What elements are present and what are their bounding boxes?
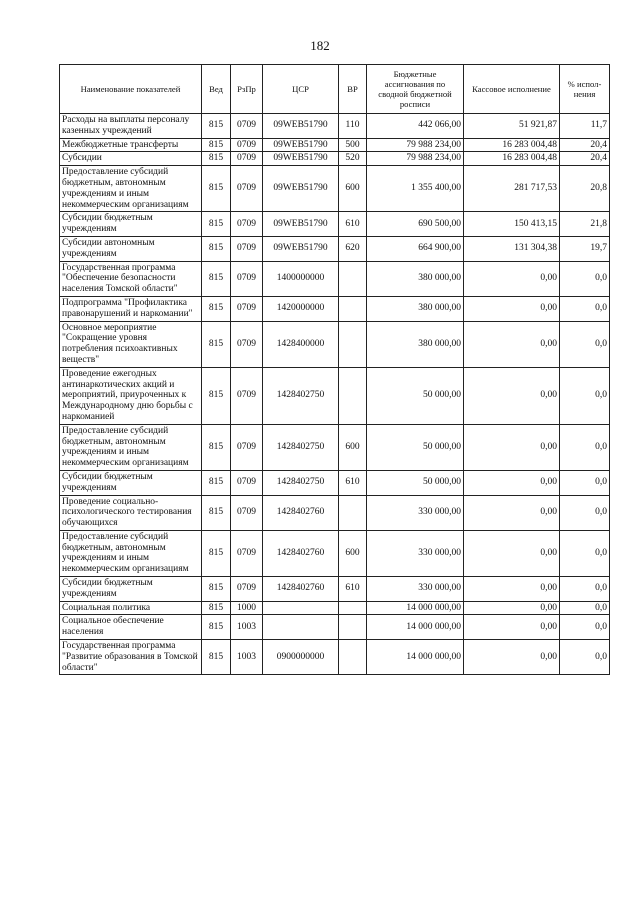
table-row: [60, 296, 610, 321]
cell-vr: [339, 640, 367, 675]
cell-pct: 0,0: [560, 640, 610, 675]
cell-name: Государственная программа "Обеспечение безопасности населения Томской области": [60, 261, 202, 296]
cell-csr: 09WEB51790: [263, 138, 339, 152]
cell-pct: 0,0: [560, 296, 610, 321]
cell-csr: 1420000000: [263, 296, 339, 321]
cell-ved: 815: [202, 321, 231, 367]
cell-exec: 16 283 004,48: [464, 152, 560, 166]
cell-csr: 1400000000: [263, 261, 339, 296]
cell-exec: 0,00: [464, 470, 560, 495]
cell-plan: 380 000,00: [367, 296, 464, 321]
cell-csr: [263, 615, 339, 640]
cell-exec: 0,00: [464, 367, 560, 424]
cell-plan: 14 000 000,00: [367, 601, 464, 615]
cell-pct: 11,7: [560, 114, 610, 139]
table-row: [60, 601, 610, 615]
cell-vr: 610: [339, 470, 367, 495]
cell-ved: 815: [202, 114, 231, 139]
cell-pct: 0,0: [560, 601, 610, 615]
budget-execution-table: [59, 64, 610, 675]
cell-rzpr: 0709: [231, 152, 263, 166]
cell-plan: 50 000,00: [367, 367, 464, 424]
cell-pct: 0,0: [560, 261, 610, 296]
cell-name: Субсидии бюджетным учреждениям: [60, 577, 202, 602]
cell-plan: 330 000,00: [367, 495, 464, 530]
cell-exec: 0,00: [464, 577, 560, 602]
cell-name: Расходы на выплаты персоналу казенных учреждений: [60, 114, 202, 139]
cell-plan: 50 000,00: [367, 424, 464, 470]
cell-rzpr: 1003: [231, 640, 263, 675]
cell-pct: 20,4: [560, 138, 610, 152]
cell-rzpr: 0709: [231, 114, 263, 139]
header-ved: Вед: [202, 65, 231, 114]
table-row: [60, 236, 610, 261]
cell-csr: 1428402760: [263, 495, 339, 530]
cell-pct: 0,0: [560, 470, 610, 495]
table-row: [60, 138, 610, 152]
cell-ved: 815: [202, 138, 231, 152]
table-row: [60, 212, 610, 237]
cell-ved: 815: [202, 212, 231, 237]
table-row: [60, 166, 610, 212]
cell-exec: 51 921,87: [464, 114, 560, 139]
cell-name: Предоставление субсидий бюджетным, автономным учреждениям и иным некоммерческим организациям: [60, 166, 202, 212]
cell-ved: 815: [202, 296, 231, 321]
header-name: Наименование показателей: [60, 65, 202, 114]
cell-exec: 150 413,15: [464, 212, 560, 237]
header-plan: Бюджетные ассигнования по сводной бюджетной росписи: [367, 65, 464, 114]
cell-ved: 815: [202, 470, 231, 495]
table-row: [60, 470, 610, 495]
cell-exec: 0,00: [464, 601, 560, 615]
cell-plan: 79 988 234,00: [367, 152, 464, 166]
cell-rzpr: 1000: [231, 601, 263, 615]
cell-exec: 281 717,53: [464, 166, 560, 212]
table-row: [60, 114, 610, 139]
cell-csr: 1428402750: [263, 367, 339, 424]
table-row: [60, 367, 610, 424]
cell-name: Социальная политика: [60, 601, 202, 615]
cell-ved: 815: [202, 424, 231, 470]
header-csr: ЦСР: [263, 65, 339, 114]
header-vr: ВР: [339, 65, 367, 114]
cell-ved: 815: [202, 495, 231, 530]
cell-plan: 14 000 000,00: [367, 640, 464, 675]
cell-name: Субсидии автономным учреждениям: [60, 236, 202, 261]
table-body: [60, 114, 610, 675]
header-rzpr: РзПр: [231, 65, 263, 114]
cell-vr: 500: [339, 138, 367, 152]
table-header-row: [60, 65, 610, 114]
cell-pct: 0,0: [560, 577, 610, 602]
header-exec: Кассовое исполнение: [464, 65, 560, 114]
cell-csr: 1428400000: [263, 321, 339, 367]
page-number: 182: [310, 38, 330, 53]
cell-name: Субсидии бюджетным учреждениям: [60, 470, 202, 495]
cell-name: Основное мероприятие "Сокращение уровня потребления психоактивных веществ": [60, 321, 202, 367]
cell-csr: 09WEB51790: [263, 114, 339, 139]
table-row: [60, 615, 610, 640]
table-row: [60, 640, 610, 675]
cell-name: Субсидии: [60, 152, 202, 166]
cell-ved: 815: [202, 577, 231, 602]
cell-rzpr: 0709: [231, 470, 263, 495]
table-row: [60, 577, 610, 602]
cell-ved: 815: [202, 152, 231, 166]
cell-pct: 20,4: [560, 152, 610, 166]
table-row: [60, 495, 610, 530]
cell-name: Проведение социально-психологического тестирования обучающихся: [60, 495, 202, 530]
cell-csr: 09WEB51790: [263, 236, 339, 261]
cell-csr: 09WEB51790: [263, 152, 339, 166]
cell-rzpr: 0709: [231, 212, 263, 237]
cell-rzpr: 0709: [231, 577, 263, 602]
cell-plan: 380 000,00: [367, 321, 464, 367]
header-pct: % испол-нения: [560, 65, 610, 114]
table-row: [60, 261, 610, 296]
cell-name: Межбюджетные трансферты: [60, 138, 202, 152]
cell-vr: [339, 615, 367, 640]
cell-pct: 0,0: [560, 530, 610, 576]
cell-plan: 50 000,00: [367, 470, 464, 495]
cell-pct: 0,0: [560, 495, 610, 530]
cell-name: Государственная программа "Развитие образования в Томской области": [60, 640, 202, 675]
cell-rzpr: 0709: [231, 236, 263, 261]
cell-ved: 815: [202, 166, 231, 212]
cell-vr: 110: [339, 114, 367, 139]
cell-vr: 620: [339, 236, 367, 261]
cell-vr: [339, 367, 367, 424]
cell-exec: 0,00: [464, 321, 560, 367]
cell-csr: 09WEB51790: [263, 212, 339, 237]
table-row: [60, 424, 610, 470]
cell-rzpr: 1003: [231, 615, 263, 640]
cell-plan: 14 000 000,00: [367, 615, 464, 640]
cell-plan: 442 066,00: [367, 114, 464, 139]
cell-rzpr: 0709: [231, 296, 263, 321]
cell-vr: 610: [339, 212, 367, 237]
cell-exec: 0,00: [464, 261, 560, 296]
cell-rzpr: 0709: [231, 367, 263, 424]
cell-vr: 600: [339, 166, 367, 212]
cell-rzpr: 0709: [231, 530, 263, 576]
cell-pct: 0,0: [560, 615, 610, 640]
cell-csr: 1428402750: [263, 470, 339, 495]
cell-exec: 0,00: [464, 424, 560, 470]
cell-vr: 600: [339, 424, 367, 470]
cell-ved: 815: [202, 640, 231, 675]
cell-exec: 0,00: [464, 495, 560, 530]
cell-plan: 330 000,00: [367, 530, 464, 576]
cell-rzpr: 0709: [231, 261, 263, 296]
cell-pct: 0,0: [560, 424, 610, 470]
cell-pct: 19,7: [560, 236, 610, 261]
cell-vr: 600: [339, 530, 367, 576]
cell-plan: 380 000,00: [367, 261, 464, 296]
cell-ved: 815: [202, 601, 231, 615]
cell-ved: 815: [202, 236, 231, 261]
cell-vr: [339, 296, 367, 321]
cell-csr: 1428402760: [263, 577, 339, 602]
cell-csr: 1428402750: [263, 424, 339, 470]
cell-pct: 0,0: [560, 367, 610, 424]
cell-vr: [339, 601, 367, 615]
cell-exec: 0,00: [464, 296, 560, 321]
cell-csr: [263, 601, 339, 615]
cell-vr: [339, 321, 367, 367]
table-row: [60, 152, 610, 166]
cell-exec: 0,00: [464, 615, 560, 640]
cell-exec: 16 283 004,48: [464, 138, 560, 152]
cell-name: Проведение ежегодных антинаркотических акций и мероприятий, приуроченных к Международному дню борьбы с наркоманией: [60, 367, 202, 424]
cell-ved: 815: [202, 261, 231, 296]
cell-ved: 815: [202, 367, 231, 424]
table-row: [60, 530, 610, 576]
cell-ved: 815: [202, 530, 231, 576]
cell-rzpr: 0709: [231, 166, 263, 212]
cell-name: Субсидии бюджетным учреждениям: [60, 212, 202, 237]
cell-exec: 131 304,38: [464, 236, 560, 261]
cell-ved: 815: [202, 615, 231, 640]
cell-name: Предоставление субсидий бюджетным, автономным учреждениям и иным некоммерческим организациям: [60, 530, 202, 576]
cell-vr: [339, 261, 367, 296]
cell-pct: 0,0: [560, 321, 610, 367]
cell-csr: 1428402760: [263, 530, 339, 576]
table-row: [60, 321, 610, 367]
cell-exec: 0,00: [464, 530, 560, 576]
cell-rzpr: 0709: [231, 424, 263, 470]
cell-rzpr: 0709: [231, 495, 263, 530]
cell-plan: 664 900,00: [367, 236, 464, 261]
cell-name: Социальное обеспечение населения: [60, 615, 202, 640]
cell-csr: 0900000000: [263, 640, 339, 675]
cell-name: Подпрограмма "Профилактика правонарушений и наркомании": [60, 296, 202, 321]
cell-plan: 690 500,00: [367, 212, 464, 237]
cell-rzpr: 0709: [231, 321, 263, 367]
cell-plan: 79 988 234,00: [367, 138, 464, 152]
cell-pct: 20,8: [560, 166, 610, 212]
cell-vr: [339, 495, 367, 530]
cell-plan: 330 000,00: [367, 577, 464, 602]
cell-csr: 09WEB51790: [263, 166, 339, 212]
cell-exec: 0,00: [464, 640, 560, 675]
cell-name: Предоставление субсидий бюджетным, автономным учреждениям и иным некоммерческим организациям: [60, 424, 202, 470]
cell-rzpr: 0709: [231, 138, 263, 152]
cell-vr: 610: [339, 577, 367, 602]
cell-plan: 1 355 400,00: [367, 166, 464, 212]
cell-pct: 21,8: [560, 212, 610, 237]
cell-vr: 520: [339, 152, 367, 166]
